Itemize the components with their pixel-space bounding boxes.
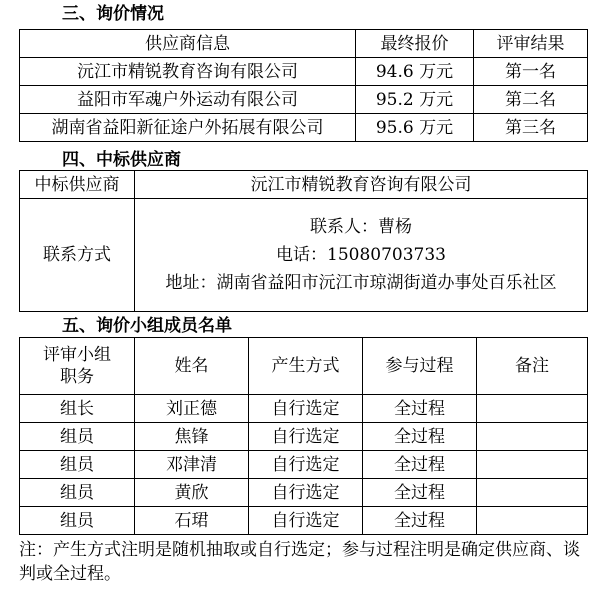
table-row (20, 114, 588, 142)
member-role: 组员 (20, 507, 135, 535)
member-role: 组员 (20, 451, 135, 479)
member-name: 黄欣 (135, 479, 249, 507)
contact-details (135, 199, 588, 312)
supplier-name: 沅江市精锐教育咨询有限公司 (20, 58, 356, 86)
remarks (477, 395, 588, 423)
review-result: 第三名 (474, 114, 588, 142)
supplier-name: 湖南省益阳新征途户外拓展有限公司 (20, 114, 356, 142)
table-row (20, 479, 588, 507)
member-name: 石珺 (135, 507, 249, 535)
contact-phone: 电话：15080703733 (276, 245, 446, 265)
column-header: 最终报价 (356, 30, 474, 58)
member-role: 组长 (20, 395, 135, 423)
selection-method: 自行选定 (249, 479, 363, 507)
contact-address: 地址：湖南省益阳市沅江市琼湖街道办事处百乐社区 (165, 273, 557, 293)
table-row (20, 507, 588, 535)
column-header: 参与过程 (363, 338, 477, 395)
member-name: 刘正德 (135, 395, 249, 423)
participation: 全过程 (363, 479, 477, 507)
column-header: 评审小组职务 (20, 338, 135, 395)
participation: 全过程 (363, 423, 477, 451)
participation: 全过程 (363, 451, 477, 479)
member-name: 邓津清 (135, 451, 249, 479)
remarks (477, 507, 588, 535)
selection-method: 自行选定 (249, 423, 363, 451)
winner-label: 中标供应商 (20, 171, 135, 199)
table-row (20, 451, 588, 479)
review-result: 第一名 (474, 58, 588, 86)
column-header: 评审结果 (474, 30, 588, 58)
winning-supplier-table (19, 170, 588, 312)
final-quote: 95.6 万元 (356, 114, 474, 142)
remarks (477, 423, 588, 451)
table-row (20, 58, 588, 86)
column-header: 供应商信息 (20, 30, 356, 58)
quote-table (19, 29, 588, 142)
remarks (477, 451, 588, 479)
contact-label: 联系方式 (20, 199, 135, 312)
panel-members-table (19, 337, 588, 535)
section3-heading: 三、询价情况 (62, 4, 164, 24)
column-header: 产生方式 (249, 338, 363, 395)
participation: 全过程 (363, 395, 477, 423)
selection-method: 自行选定 (249, 395, 363, 423)
column-header: 姓名 (135, 338, 249, 395)
table-row (20, 423, 588, 451)
member-role: 组员 (20, 423, 135, 451)
final-quote: 95.2 万元 (356, 86, 474, 114)
table-row (20, 86, 588, 114)
participation: 全过程 (363, 507, 477, 535)
member-name: 焦锋 (135, 423, 249, 451)
section4-heading: 四、中标供应商 (62, 150, 181, 170)
selection-method: 自行选定 (249, 451, 363, 479)
section5-heading: 五、询价小组成员名单 (62, 316, 232, 336)
table-row (20, 395, 588, 423)
remarks (477, 479, 588, 507)
column-header: 备注 (477, 338, 588, 395)
table-row (20, 199, 588, 312)
table-header-row (20, 30, 588, 58)
final-quote: 94.6 万元 (356, 58, 474, 86)
winner-value: 沅江市精锐教育咨询有限公司 (135, 171, 588, 199)
table-header-row (20, 338, 588, 395)
selection-method: 自行选定 (249, 507, 363, 535)
supplier-name: 益阳市军魂户外运动有限公司 (20, 86, 356, 114)
member-role: 组员 (20, 479, 135, 507)
contact-person: 联系人：曹杨 (310, 217, 412, 237)
review-result: 第二名 (474, 86, 588, 114)
table-row (20, 171, 588, 199)
footnote: 注：产生方式注明是随机抽取或自行选定；参与过程注明是确定供应商、谈判或全过程。 (19, 540, 580, 584)
